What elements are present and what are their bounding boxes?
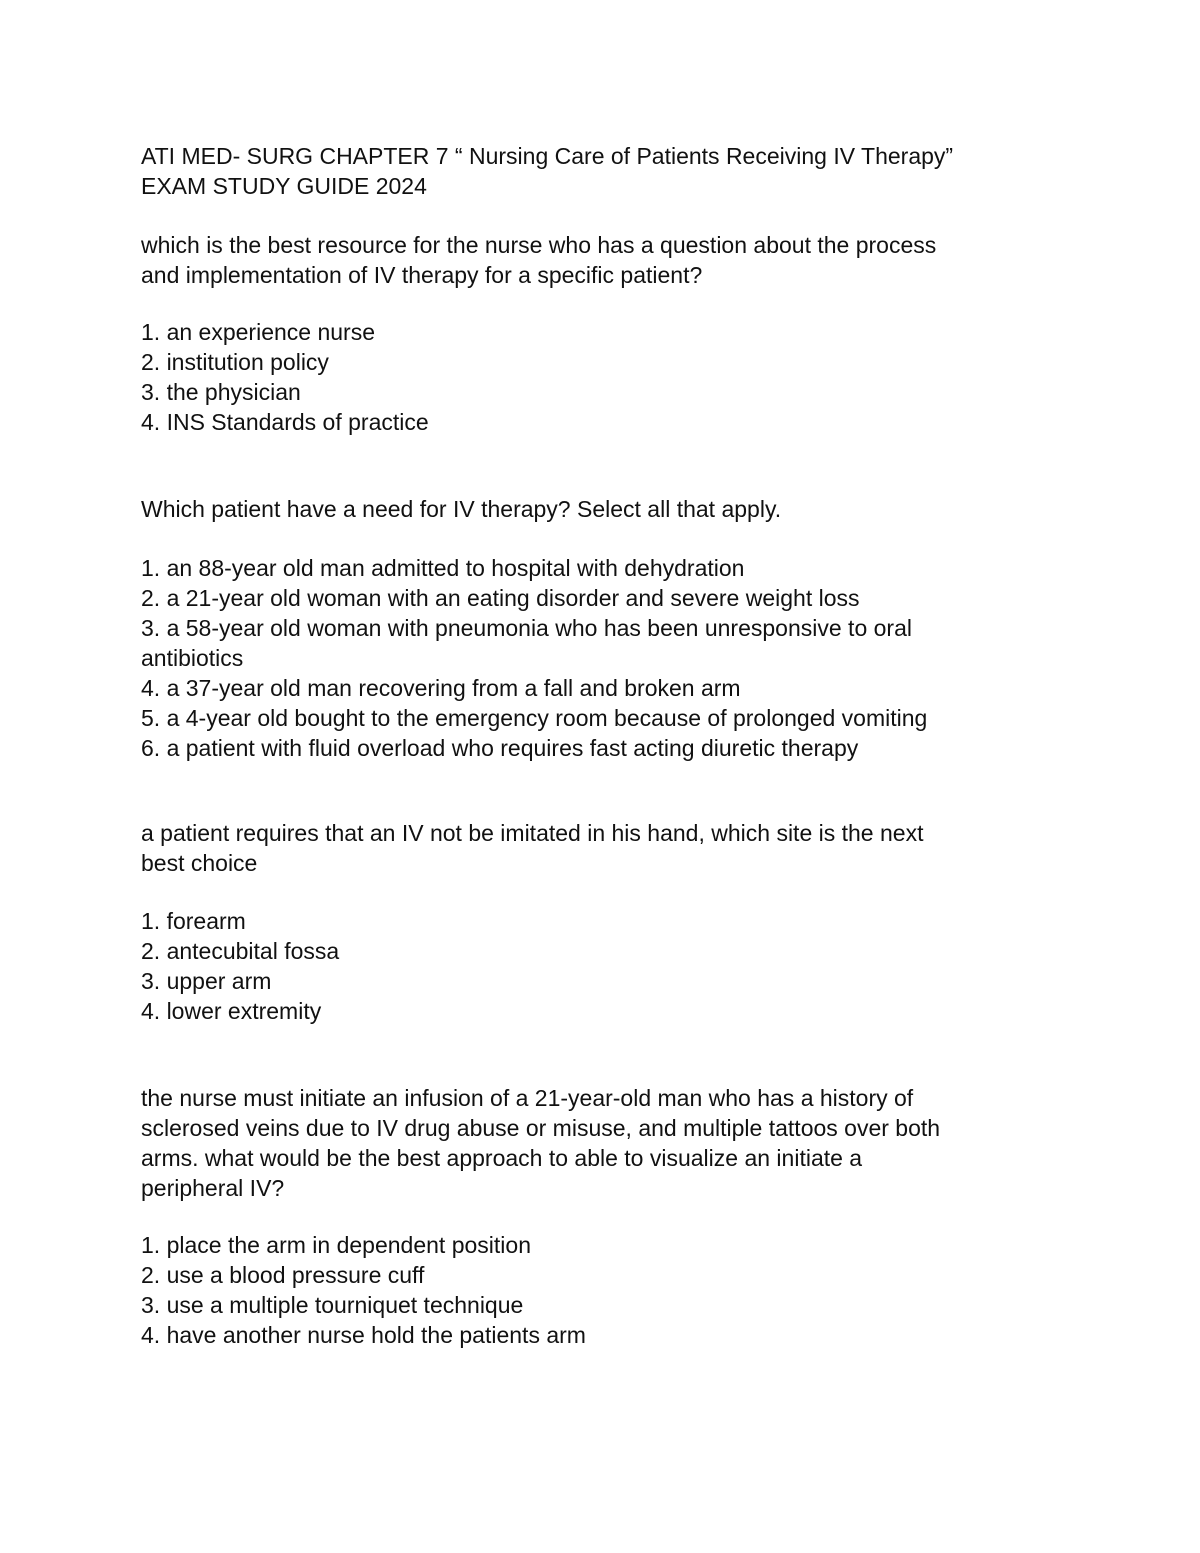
answer-option: 5. a 4-year old bought to the emergency room because of prolonged vomiting	[141, 705, 928, 731]
question-text-line: which is the best resource for the nurse who has a question about the process	[141, 232, 937, 258]
answer-option: 4. INS Standards of practice	[141, 409, 429, 435]
answer-option: 2. antecubital fossa	[141, 938, 340, 964]
answer-option: 4. have another nurse hold the patients arm	[141, 1322, 586, 1348]
question-text-line: best choice	[141, 850, 258, 876]
answer-option-continuation: antibiotics	[141, 645, 244, 671]
answer-option: 1. place the arm in dependent position	[141, 1232, 531, 1258]
question-text-line: the nurse must initiate an infusion of a 21-year-old man who has a history of	[141, 1085, 914, 1111]
document-title	[141, 141, 1141, 201]
answer-option: 6. a patient with fluid overload who requires fast acting diuretic therapy	[141, 735, 859, 761]
answer-option: 4. lower extremity	[141, 998, 322, 1024]
title-line-1: ATI MED- SURG CHAPTER 7 “ Nursing Care of Patients Receiving IV Therapy”	[141, 143, 954, 169]
answer-option: 2. use a blood pressure cuff	[141, 1262, 425, 1288]
question-3-prompt	[141, 818, 1141, 878]
title-line-2: EXAM STUDY GUIDE 2024	[141, 173, 427, 199]
answer-option: 3. the physician	[141, 379, 301, 405]
question-text-line: sclerosed veins due to IV drug abuse or misuse, and multiple tattoos over both	[141, 1115, 941, 1141]
question-text-line: peripheral IV?	[141, 1175, 285, 1201]
question-1-options	[141, 317, 1141, 437]
answer-option: 1. an experience nurse	[141, 319, 375, 345]
question-text-line: Which patient have a need for IV therapy? Select all that apply.	[141, 496, 782, 522]
question-text-line: a patient requires that an IV not be imitated in his hand, which site is the next	[141, 820, 924, 846]
question-2-prompt	[141, 494, 1141, 524]
answer-option: 2. institution policy	[141, 349, 329, 375]
answer-option: 2. a 21-year old woman with an eating disorder and severe weight loss	[141, 585, 860, 611]
question-text-line: and implementation of IV therapy for a specific patient?	[141, 262, 703, 288]
answer-option: 4. a 37-year old man recovering from a fall and broken arm	[141, 675, 741, 701]
answer-option: 3. use a multiple tourniquet technique	[141, 1292, 524, 1318]
answer-option: 1. an 88-year old man admitted to hospital with dehydration	[141, 555, 745, 581]
question-text-line: arms. what would be the best approach to able to visualize an initiate a	[141, 1145, 863, 1171]
answer-option: 1. forearm	[141, 908, 246, 934]
answer-option: 3. a 58-year old woman with pneumonia who has been unresponsive to oral	[141, 615, 912, 641]
question-3-options	[141, 906, 1141, 1026]
question-2-options	[141, 553, 1141, 763]
question-4-options	[141, 1230, 1141, 1350]
answer-option: 3. upper arm	[141, 968, 272, 994]
question-1-prompt	[141, 230, 1141, 290]
question-4-prompt	[141, 1083, 1141, 1203]
